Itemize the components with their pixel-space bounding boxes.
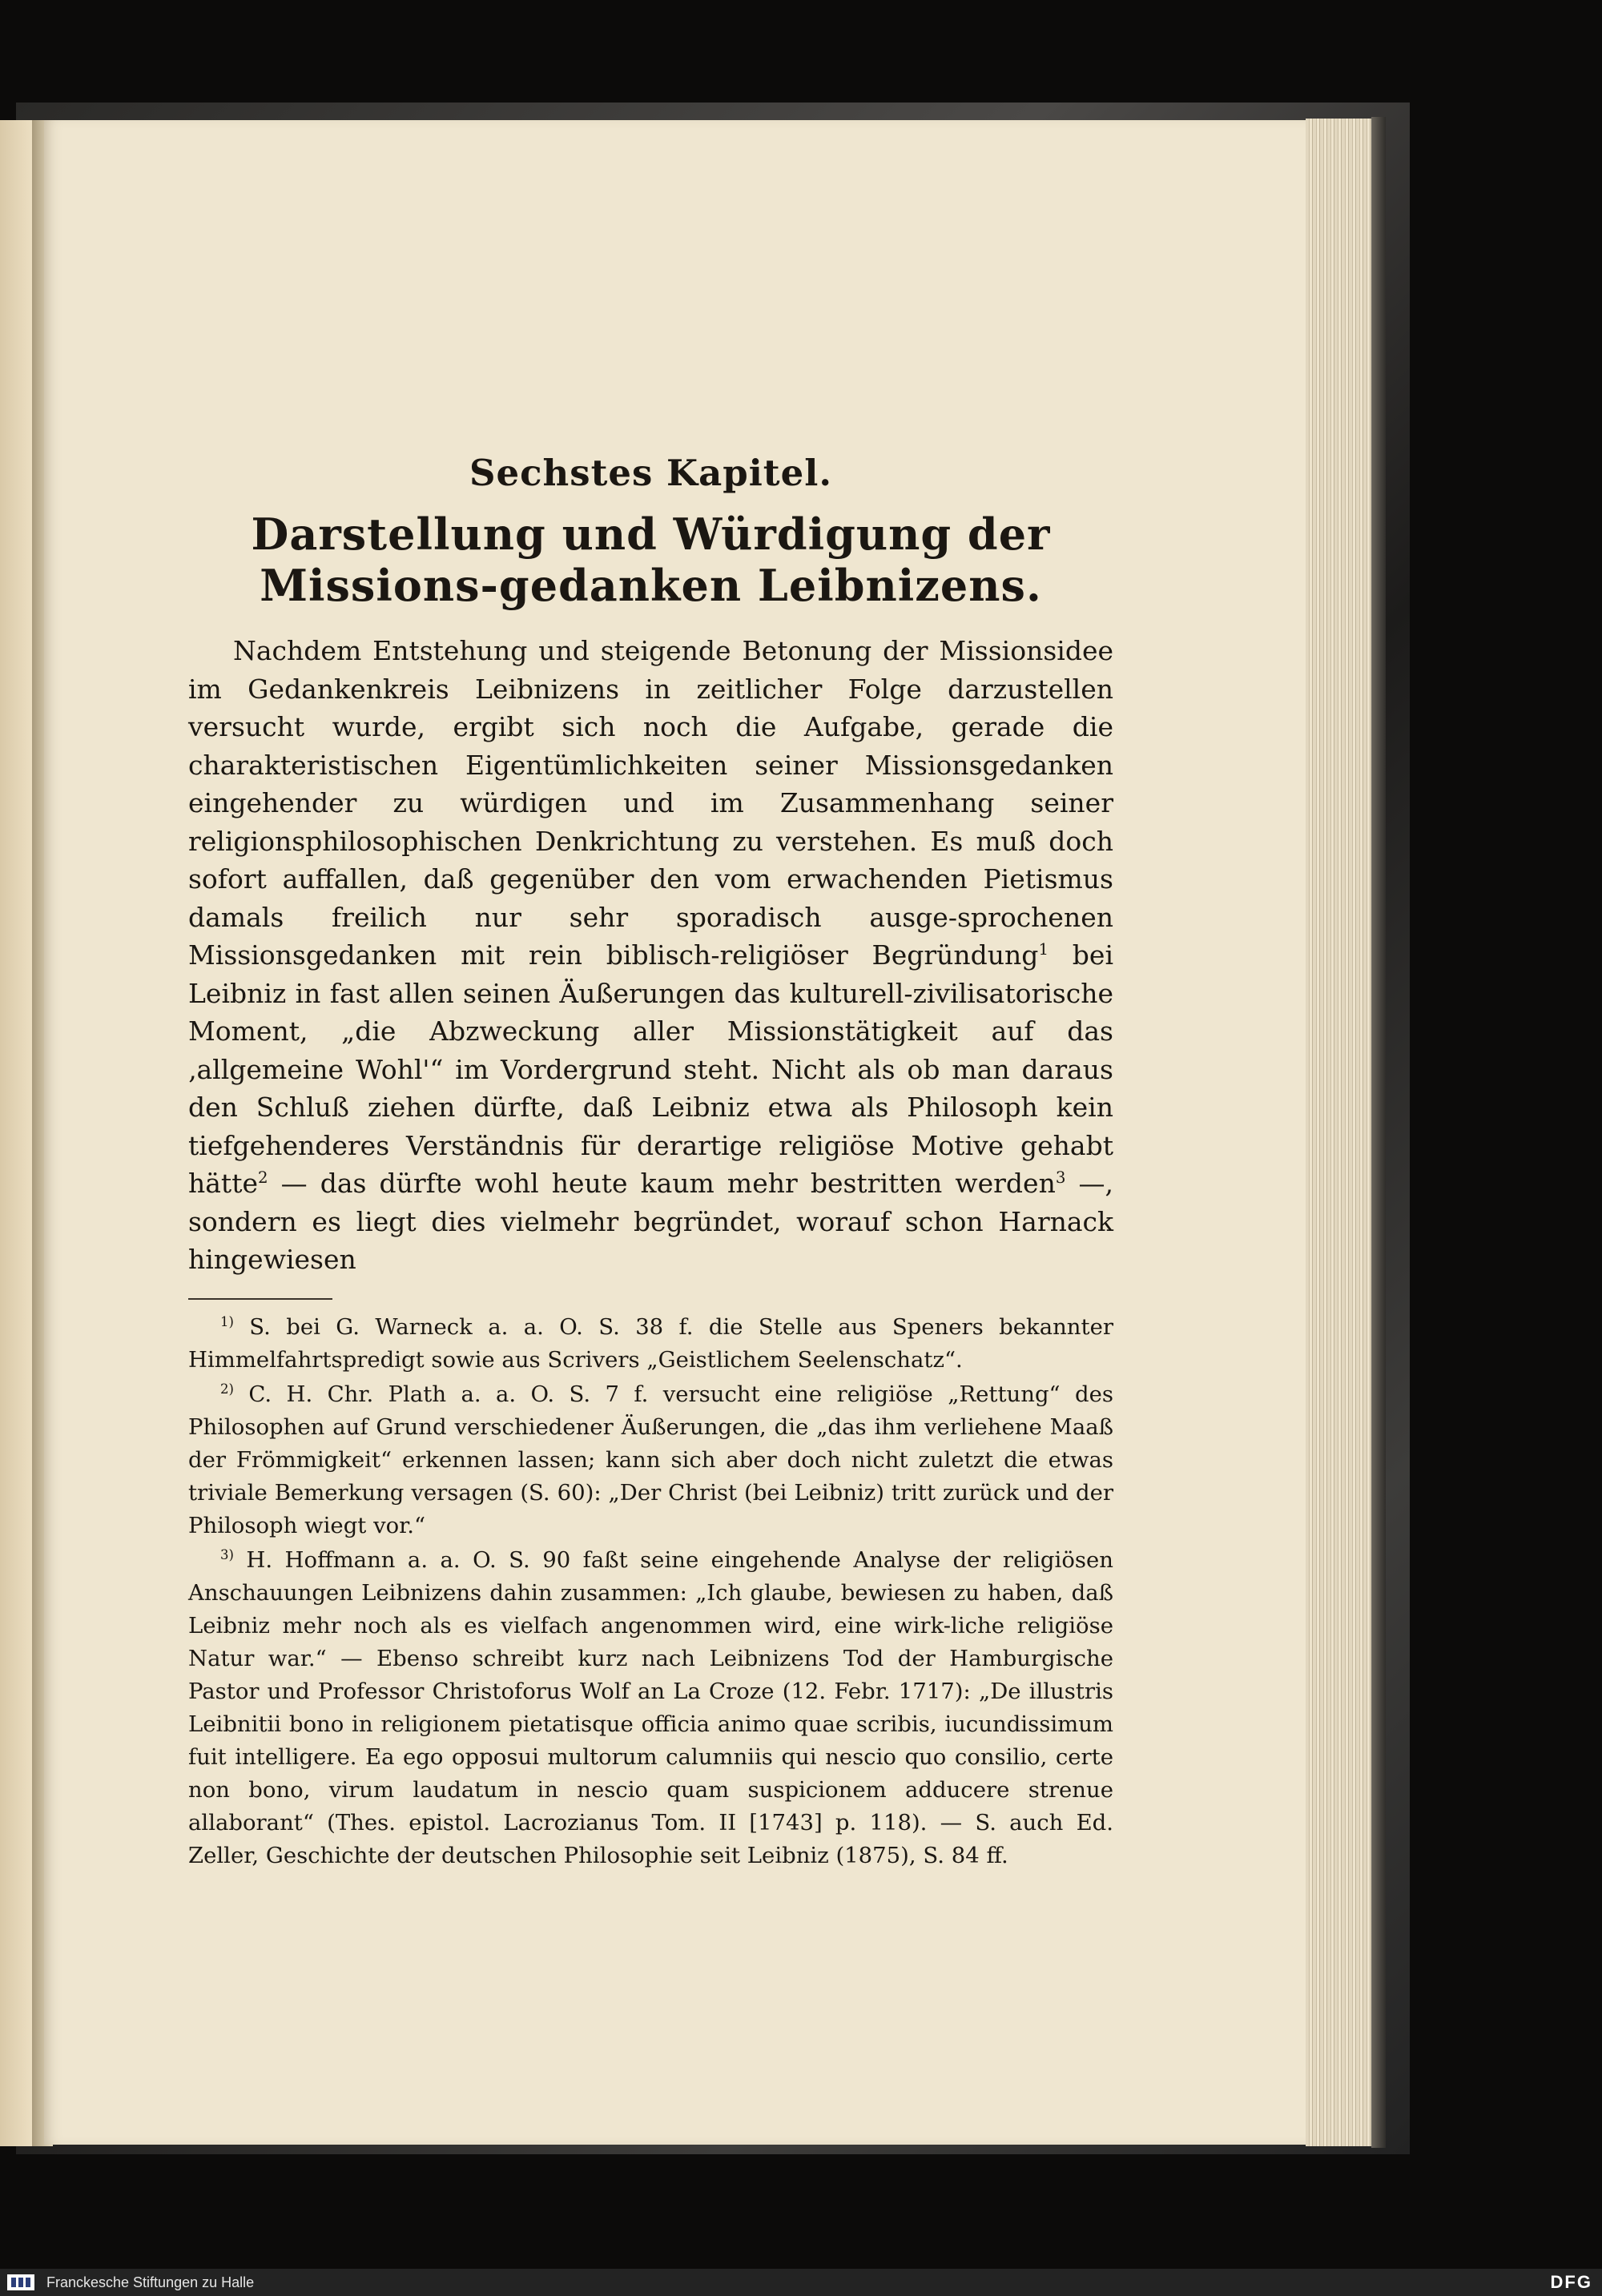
body-paragraph xyxy=(188,632,1113,1279)
cover-edge-shadow xyxy=(1371,117,1386,2148)
footnote xyxy=(188,1311,1113,1377)
footnote-text: S. bei G. Warneck a. a. O. S. 38 f. die Stelle aus Speners bekannter Himmelfahrtspredigt sowie aus Scrivers „Geistlichem Seelenschatz“. xyxy=(188,1313,1113,1373)
body-text-part: —, sondern es liegt dies vielmehr begründet, worauf schon Harnack hingewiesen xyxy=(188,1168,1113,1275)
institution-logo-icon xyxy=(5,2272,37,2293)
footnote-text: H. Hoffmann a. a. O. S. 90 faßt seine eingehende Analyse der religiösen Anschauungen Leibnizens dahin zusammen: „Ich glaube, bewiesen zu haben, daß Leibniz mehr noch als es vielfach angenommen wird, eine wirk-liche religiöse Natur war.“ — Ebenso schreibt kurz nach Leibnizens Tod der Hamburgische Pastor und Professor Christoforus Wolf an La Croze (12. Febr. 1717): „De illustris Leibnitii bono in religionem pietatisque officia animo quae scribis, iucundissimum fuit intelligere. Ea ego opposui multorum calumniis qui nescio quo consilio, certe non bono, virum laudatum in nescio quam suspicionem adducere strenue allaborant“ (Thes. epistol. Lacrozianus Tom. II [1743] p. 118). — S. auch Ed. Zeller, Geschichte der deutschen Philosophie seit Leibniz (1875), S. 84 ff. xyxy=(188,1546,1113,1868)
footnote-mark: 1) xyxy=(220,1313,234,1329)
dfg-logo: DFG xyxy=(1550,2272,1592,2292)
footnote-ref-3: 3 xyxy=(1055,1168,1066,1187)
footnote xyxy=(188,1544,1113,1872)
page-block-edges xyxy=(1306,119,1371,2146)
footnote-text: C. H. Chr. Plath a. a. O. S. 7 f. versucht eine religiöse „Rettung“ des Philosophen auf Grund verschiedener Äußerungen, die „das ihm verliehene Maaß der Frömmigkeit“ erkennen lassen; kann sich aber doch nicht zuletzt die etwas triviale Bemerkung versagen (S. 60): „Der Christ (bei Leibniz) tritt zurück und der Philosoph wiegt vor.“ xyxy=(188,1381,1113,1538)
body-text-part: Nachdem Entstehung und steigende Betonung der Missionsidee im Gedankenkreis Leibnizens in zeitlicher Folge darzustellen versucht wurde, ergibt sich noch die Aufgabe, gerade die charakteristischen Eigentümlichkeiten seiner Missionsgedanken eingehender zu würdigen und im Zusammenhang seiner religionsphilosophischen Denkrichtung zu verstehen. Es muß doch sofort auffallen, daß gegenüber den vom erwachenden Pietismus damals freilich nur sehr sporadisch ausge-sprochenen Missionsgedanken mit rein biblisch-religiöser Begründung xyxy=(188,635,1113,971)
chapter-label: Sechstes Kapitel. xyxy=(469,452,832,494)
footnote-mark: 2) xyxy=(220,1381,234,1397)
footnote-divider xyxy=(188,1298,332,1300)
page-content xyxy=(188,444,1113,1874)
body-text-part: bei Leibniz in fast allen seinen Äußerungen das kulturell-zivilisatorische Moment, „die Abzweckung aller Missionstätigkeit auf das ‚allgemeine Wohl'“ im Vordergrund steht. Nicht als ob man daraus den Schluß ziehen dürfte, daß Leibniz etwa als Philosoph kein tiefgehenderes Verständnis für derartige religiöse Motive gehabt hätte xyxy=(188,939,1113,1199)
footnote-mark: 3) xyxy=(220,1546,234,1562)
footnote xyxy=(188,1378,1113,1542)
institution-name: Franckesche Stiftungen zu Halle xyxy=(46,2274,255,2290)
viewer-footer-bar xyxy=(0,2269,1602,2296)
footnote-ref-1: 1 xyxy=(1038,940,1049,959)
chapter-title: Darstellung und Würdigung der Missions-gedanken Leibnizens. xyxy=(251,509,1051,611)
footnote-ref-2: 2 xyxy=(257,1168,268,1187)
body-text-part: — das dürfte wohl heute kaum mehr bestritten werden xyxy=(268,1168,1056,1199)
